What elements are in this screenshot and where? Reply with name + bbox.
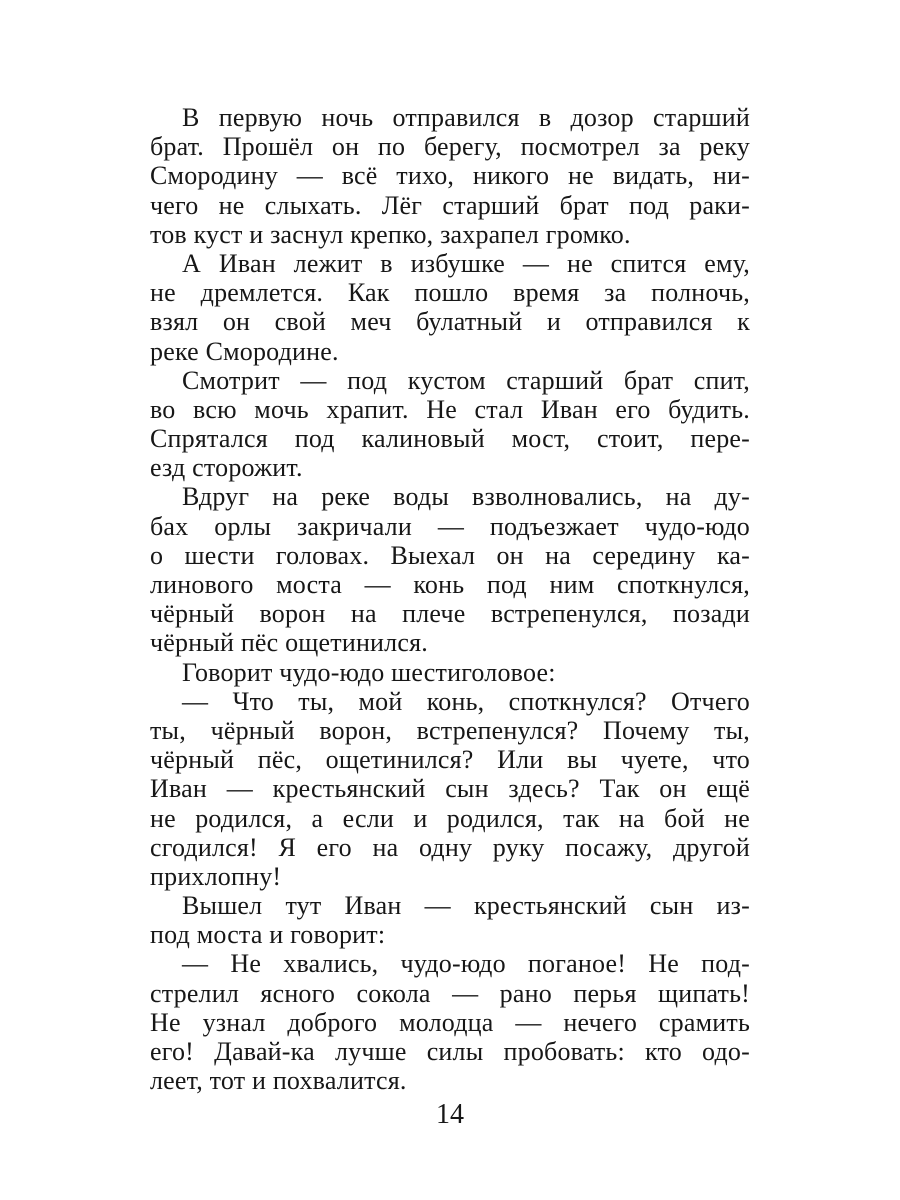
text-line: Спрятался под калиновый мост, стоит, пере- [150, 424, 750, 454]
text-line: Говорит чудо-юдо шестиголовое: [182, 657, 556, 687]
text-line: сгодился! Я его на одну руку посажу, другой [150, 832, 750, 862]
text-line: Смородину — всё тихо, никого не видать, ни- [150, 161, 750, 191]
text-line: чёрный ворон на плече встрепенулся, позади [150, 599, 750, 629]
text-line: езд сторожит. [150, 453, 303, 483]
text-line: стрелил ясного сокола — рано перья щипать! [150, 978, 750, 1008]
text-line: Смотрит — под кустом старший брат спит, [182, 365, 750, 395]
text-line: — Что ты, мой конь, споткнулся? Отчего [182, 686, 750, 716]
text-line: Вышел тут Иван — крестьянский сын из- [182, 891, 750, 921]
text-line: — Не хвались, чудо-юдо поганое! Не под- [182, 949, 750, 979]
page-number: 14 [436, 1099, 464, 1130]
story-text-block [150, 103, 750, 1095]
text-line: Не узнал доброго молодца — нечего срамить [150, 1007, 750, 1037]
text-line: взял он свой меч булатный и отправился к [150, 307, 750, 337]
text-line: ты, чёрный ворон, встрепенулся? Почему ты, [150, 715, 750, 745]
text-line: В первую ночь отправился в дозор старший [182, 103, 750, 132]
text-line: Иван — крестьянский сын здесь? Так он ещё [150, 774, 750, 804]
text-line: чёрный пёс ощетинился. [150, 628, 428, 658]
text-line: реке Смородине. [150, 336, 339, 366]
text-line: брат. Прошёл он по берегу, посмотрел за реку [150, 132, 750, 162]
text-line: чего не слыхать. Лёг старший брат под раки- [150, 190, 750, 220]
text-line: А Иван лежит в избушке — не спится ему, [182, 248, 750, 278]
text-line: леет, тот и похвалится. [150, 1066, 407, 1096]
text-line: Вдруг на реке воды взволновались, на ду- [182, 482, 750, 512]
text-line: прихлопну! [150, 861, 282, 891]
text-line: о шести головах. Выехал он на середину ка- [150, 540, 750, 570]
text-line: под моста и говорит: [150, 920, 386, 950]
text-line: чёрный пёс, ощетинился? Или вы чуете, что [150, 745, 750, 775]
text-line: не дремлется. Как пошло время за полночь, [150, 278, 750, 308]
text-line: во всю мочь храпит. Не стал Иван его будить. [150, 394, 750, 424]
text-line: тов куст и заснул крепко, захрапел громко. [150, 219, 631, 249]
text-line: линового моста — конь под ним споткнулся, [150, 570, 750, 599]
text-line: его! Давай-ка лучше силы пробовать: кто одо- [150, 1037, 750, 1066]
text-line: бах орлы закричали — подъезжает чудо-юдо [150, 511, 750, 541]
text-line: не родился, а если и родился, так на бой не [150, 803, 750, 833]
